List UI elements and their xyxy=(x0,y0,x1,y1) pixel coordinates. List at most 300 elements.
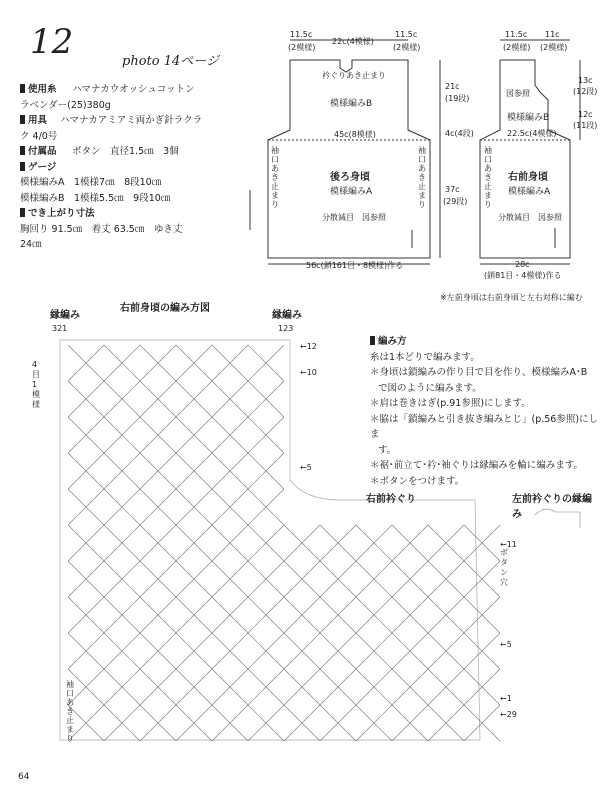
lace-stitch-line xyxy=(482,633,500,651)
lace-stitch-line xyxy=(140,669,158,687)
lace-stitch-line xyxy=(374,633,392,651)
front-h1: 13c xyxy=(578,76,593,85)
lace-stitch-line xyxy=(176,345,194,363)
lace-stitch-line xyxy=(410,615,428,633)
lace-stitch-line xyxy=(356,651,374,669)
lace-stitch-line xyxy=(446,561,464,579)
lace-stitch-line xyxy=(68,561,86,579)
lace-stitch-line xyxy=(446,633,464,651)
repeat-label: 4目1模様 xyxy=(32,360,40,409)
lace-stitch-line xyxy=(266,489,284,507)
lace-stitch-line xyxy=(230,669,248,687)
lace-stitch-line xyxy=(338,633,356,651)
lace-stitch-line xyxy=(446,651,464,669)
lace-stitch-line xyxy=(140,489,158,507)
back-top-left: 11.5c xyxy=(290,30,313,39)
lace-stitch-line xyxy=(194,435,212,453)
lace-stitch-line xyxy=(410,543,428,561)
photo-reference: photo 14ページ xyxy=(122,54,219,69)
back-pattern-a: 模様編みA xyxy=(330,187,373,197)
lace-stitch-line xyxy=(86,669,104,687)
back-h1: 21c xyxy=(445,82,460,91)
back-decrease: 分散減目 図参照 xyxy=(322,213,386,222)
lace-stitch-line xyxy=(284,579,302,597)
lace-stitch-line xyxy=(428,669,446,687)
lace-stitch-line xyxy=(230,633,248,651)
lace-stitch-line xyxy=(212,525,230,543)
lace-stitch-line xyxy=(266,597,284,615)
lace-stitch-line xyxy=(212,417,230,435)
lace-stitch-line xyxy=(212,363,230,381)
lace-stitch-line xyxy=(248,543,266,561)
lace-stitch-line xyxy=(158,651,176,669)
front-top-left-sub: (2模様) xyxy=(503,43,531,52)
pattern-number: 12 xyxy=(30,22,74,62)
lace-stitch-line xyxy=(392,525,410,543)
lace-stitch-line xyxy=(374,579,392,597)
lace-stitch-line xyxy=(86,651,104,669)
lace-stitch-line xyxy=(446,705,464,723)
lace-stitch-line xyxy=(266,399,284,417)
lace-stitch-line xyxy=(266,579,284,597)
lace-stitch-line xyxy=(302,543,320,561)
lace-stitch-line xyxy=(140,561,158,579)
lace-stitch-line xyxy=(140,381,158,399)
lace-stitch-line xyxy=(158,489,176,507)
back-h2: 4c(4段) xyxy=(445,129,474,138)
lace-stitch-line xyxy=(122,345,140,363)
lace-stitch-line xyxy=(122,561,140,579)
lace-stitch-line xyxy=(158,345,176,363)
lace-stitch-line xyxy=(248,615,266,633)
lace-stitch-line xyxy=(140,435,158,453)
lace-stitch-line xyxy=(266,471,284,489)
lace-stitch-line xyxy=(338,615,356,633)
lace-stitch-line xyxy=(68,597,86,615)
lace-stitch-line xyxy=(68,453,86,471)
lace-stitch-line xyxy=(374,597,392,615)
lace-stitch-line xyxy=(248,363,266,381)
lace-stitch-line xyxy=(284,687,302,705)
lace-stitch-line xyxy=(194,597,212,615)
lace-stitch-line xyxy=(212,471,230,489)
lace-stitch-line xyxy=(410,597,428,615)
lace-stitch-line xyxy=(122,651,140,669)
instructions-line: ＊肩は巻きはぎ(p.91参照)にします。 xyxy=(370,398,531,409)
lace-stitch-line xyxy=(194,561,212,579)
lace-stitch-line xyxy=(68,417,86,435)
lace-stitch-line xyxy=(392,579,410,597)
lace-stitch-line xyxy=(230,471,248,489)
lace-stitch-line xyxy=(194,399,212,417)
lace-stitch-line xyxy=(176,453,194,471)
lace-stitch-line xyxy=(194,345,212,363)
lace-stitch-line xyxy=(158,417,176,435)
lace-stitch-line xyxy=(410,561,428,579)
lace-stitch-line xyxy=(230,687,248,705)
lace-stitch-line xyxy=(230,345,248,363)
lace-stitch-line xyxy=(230,615,248,633)
lace-stitch-line xyxy=(302,687,320,705)
lace-stitch-line xyxy=(482,651,500,669)
lace-stitch-line xyxy=(338,597,356,615)
lace-stitch-line xyxy=(68,345,86,363)
lace-stitch-line xyxy=(194,687,212,705)
lace-stitch-line xyxy=(410,687,428,705)
row-5: ←5 xyxy=(300,463,312,472)
back-sleeve-left: 袖口あき止まり xyxy=(271,146,279,209)
lace-stitch-line xyxy=(140,651,158,669)
lace-stitch-line xyxy=(122,669,140,687)
front-pattern-a: 模様編みA xyxy=(508,187,551,197)
lace-stitch-line xyxy=(140,399,158,417)
lace-stitch-line xyxy=(428,579,446,597)
gauge-a: 模様編みA 1模様7㎝ 8段10㎝ xyxy=(20,177,162,188)
lace-stitch-line xyxy=(482,705,500,723)
lace-stitch-line xyxy=(356,543,374,561)
lace-stitch-line xyxy=(248,525,266,543)
lace-stitch-line xyxy=(68,507,86,525)
lace-stitch-line xyxy=(248,489,266,507)
lace-stitch-line xyxy=(194,471,212,489)
back-neck-label: 衿ぐりあき止まり xyxy=(322,71,386,80)
lace-stitch-line xyxy=(104,723,122,741)
lace-stitch-line xyxy=(86,543,104,561)
lace-stitch-line xyxy=(86,615,104,633)
lace-stitch-line xyxy=(230,399,248,417)
back-name: 後ろ身頃 xyxy=(330,172,370,183)
lace-stitch-line xyxy=(266,507,284,525)
lace-stitch-line xyxy=(104,705,122,723)
lace-stitch-line xyxy=(320,687,338,705)
lace-stitch-line xyxy=(230,381,248,399)
lace-stitch-line xyxy=(320,579,338,597)
lace-stitch-line xyxy=(212,723,230,741)
notions-heading: 付属品 xyxy=(20,144,268,160)
lace-stitch-line xyxy=(104,417,122,435)
lace-stitch-line xyxy=(104,633,122,651)
lace-stitch-line xyxy=(482,561,500,579)
lace-stitch-line xyxy=(266,381,284,399)
yarn-line: ハマナカウオッシュコットン xyxy=(72,84,195,95)
edge-label-left: 縁編み xyxy=(50,310,80,321)
lace-stitch-line xyxy=(248,633,266,651)
lace-stitch-line xyxy=(284,723,302,741)
lace-stitch-line xyxy=(158,507,176,525)
lace-stitch-line xyxy=(266,615,284,633)
lace-stitch-line xyxy=(464,543,482,561)
lace-stitch-line xyxy=(374,687,392,705)
lace-stitch-line xyxy=(464,525,482,543)
lace-stitch-line xyxy=(338,525,356,543)
lace-stitch-line xyxy=(194,381,212,399)
lace-stitch-line xyxy=(284,615,302,633)
lace-stitch-line xyxy=(122,525,140,543)
lace-stitch-line xyxy=(338,651,356,669)
lace-stitch-line xyxy=(410,525,428,543)
lace-stitch-line xyxy=(284,669,302,687)
lace-stitch-line xyxy=(230,507,248,525)
size-line: 胸回り 91.5㎝ 着丈 63.5㎝ ゆき丈 xyxy=(20,223,183,235)
lace-stitch-line xyxy=(104,345,122,363)
lace-stitch-line xyxy=(356,687,374,705)
back-h1-sub: (19段) xyxy=(445,94,470,103)
lace-stitch-line xyxy=(230,723,248,741)
lace-stitch-line xyxy=(464,651,482,669)
lace-stitch-line xyxy=(356,723,374,741)
lace-stitch-line xyxy=(86,723,104,741)
lace-stitch-line xyxy=(176,561,194,579)
instructions-heading: 編み方 xyxy=(370,334,600,350)
lace-stitch-line xyxy=(158,453,176,471)
lace-stitch-line xyxy=(356,615,374,633)
lace-stitch-line xyxy=(158,579,176,597)
lace-stitch-line xyxy=(320,651,338,669)
front-h2-sub: (11段) xyxy=(573,121,598,130)
instructions-line: ＊脇は「鎖編みと引き抜き編みとじ」(p.56参照)にしま xyxy=(370,413,599,440)
lace-stitch-line xyxy=(176,507,194,525)
lace-stitch-line xyxy=(320,525,338,543)
front-top-left: 11.5c xyxy=(505,30,528,39)
lace-stitch-line xyxy=(68,489,86,507)
lace-stitch-line xyxy=(320,561,338,579)
lace-stitch-line xyxy=(428,651,446,669)
lace-stitch-line xyxy=(86,399,104,417)
lace-stitch-line xyxy=(482,525,500,543)
lace-stitch-line xyxy=(104,435,122,453)
lace-stitch-line xyxy=(428,597,446,615)
lace-stitch-line xyxy=(248,507,266,525)
lace-stitch-line xyxy=(104,489,122,507)
lace-stitch-line xyxy=(68,615,86,633)
front-ref: 図参照 xyxy=(506,89,530,98)
lace-stitch-line xyxy=(482,597,500,615)
lace-stitch-line xyxy=(446,615,464,633)
lace-stitch-line xyxy=(212,453,230,471)
lace-stitch-line xyxy=(356,525,374,543)
lace-stitch-line xyxy=(176,615,194,633)
front-h2: 12c xyxy=(578,110,593,119)
back-top-right-sub: (2模様) xyxy=(393,43,421,52)
lace-stitch-line xyxy=(140,705,158,723)
lace-stitch-line xyxy=(176,489,194,507)
lace-stitch-line xyxy=(248,453,266,471)
lace-stitch-line xyxy=(464,615,482,633)
lace-stitch-line xyxy=(158,687,176,705)
lace-stitch-line xyxy=(122,471,140,489)
lace-stitch-line xyxy=(428,561,446,579)
lace-stitch-line xyxy=(284,543,302,561)
lace-stitch-line xyxy=(464,669,482,687)
front-top-right: 11c xyxy=(545,30,560,39)
lace-stitch-line xyxy=(284,633,302,651)
lace-stitch-line xyxy=(248,705,266,723)
lace-stitch-line xyxy=(302,669,320,687)
lace-stitch-line xyxy=(140,471,158,489)
lace-stitch-line xyxy=(158,435,176,453)
front-top-right-sub: (2模様) xyxy=(540,43,568,52)
front-width-mid: 22.5c(4模様) xyxy=(507,129,557,138)
lace-stitch-line xyxy=(392,705,410,723)
lace-stitch-line xyxy=(446,669,464,687)
lace-stitch-line xyxy=(320,543,338,561)
lace-stitch-line xyxy=(194,615,212,633)
lace-stitch-line xyxy=(104,453,122,471)
yarn-heading: 使用糸 xyxy=(20,82,268,98)
lace-stitch-line xyxy=(140,633,158,651)
lace-stitch-line xyxy=(194,633,212,651)
lace-stitch-line xyxy=(266,417,284,435)
lace-stitch-line xyxy=(194,543,212,561)
lace-stitch-line xyxy=(356,579,374,597)
lace-stitch-line xyxy=(68,543,86,561)
instructions-line: で図のように編みます。 xyxy=(378,382,482,394)
lace-stitch-line xyxy=(212,489,230,507)
lace-stitch-line xyxy=(320,633,338,651)
front-name: 右前身頃 xyxy=(508,172,548,183)
lace-stitch-line xyxy=(158,597,176,615)
lace-stitch-line xyxy=(266,633,284,651)
lace-stitch-line xyxy=(266,669,284,687)
lace-stitch-line xyxy=(212,345,230,363)
lace-stitch-line xyxy=(482,669,500,687)
lace-stitch-line xyxy=(248,651,266,669)
row-29: ←29 xyxy=(500,710,517,719)
lace-stitch-line xyxy=(356,669,374,687)
lace-stitch-line xyxy=(122,543,140,561)
front-h1-sub: (12段) xyxy=(573,87,598,96)
lace-stitch-line xyxy=(140,615,158,633)
lace-stitch-line xyxy=(410,705,428,723)
lace-stitch-line xyxy=(230,561,248,579)
lace-stitch-line xyxy=(104,381,122,399)
lace-stitch-line xyxy=(374,723,392,741)
lace-stitch-line xyxy=(158,525,176,543)
lace-stitch-line xyxy=(410,723,428,741)
lace-stitch-line xyxy=(338,705,356,723)
lace-stitch-line xyxy=(302,651,320,669)
lace-stitch-line xyxy=(338,579,356,597)
lace-stitch-line xyxy=(230,597,248,615)
front-neck-label: 右前衿ぐり xyxy=(366,494,416,505)
lace-stitch-line xyxy=(374,543,392,561)
lace-stitch-line xyxy=(230,525,248,543)
lace-stitch-line xyxy=(212,399,230,417)
lace-stitch-line xyxy=(230,705,248,723)
lace-stitch-line xyxy=(86,363,104,381)
lace-stitch-line xyxy=(140,417,158,435)
lace-stitch-line xyxy=(104,597,122,615)
lace-stitch-line xyxy=(122,381,140,399)
lace-stitch-line xyxy=(176,723,194,741)
lace-stitch-line xyxy=(392,633,410,651)
lace-stitch-line xyxy=(230,435,248,453)
lace-stitch-line xyxy=(122,489,140,507)
lace-stitch-line xyxy=(176,417,194,435)
lace-stitch-line xyxy=(356,561,374,579)
front-decrease: 分散減目 図参照 xyxy=(498,213,562,222)
lace-stitch-line xyxy=(302,525,320,543)
lace-stitch-line xyxy=(266,345,284,363)
instructions-line: ＊身頃は鎖編みの作り目で目を作り、模様編みA･B xyxy=(370,367,588,378)
back-h3: 37c xyxy=(445,185,460,194)
size-heading: でき上がり寸法 xyxy=(20,206,268,222)
lace-stitch-line xyxy=(140,579,158,597)
instructions-line: 糸は1本どりで編みます。 xyxy=(370,351,480,363)
lace-stitch-line xyxy=(230,363,248,381)
lace-stitch-line xyxy=(320,597,338,615)
lace-stitch-line xyxy=(194,363,212,381)
instructions-line: ＊ボタンをつけます。 xyxy=(370,475,465,487)
lace-stitch-line xyxy=(428,705,446,723)
lace-stitch-line xyxy=(428,687,446,705)
lace-stitch-line xyxy=(122,435,140,453)
lace-stitch-line xyxy=(302,633,320,651)
lace-stitch-line xyxy=(212,507,230,525)
lace-stitch-line xyxy=(122,453,140,471)
lace-stitch-line xyxy=(392,723,410,741)
lace-stitch-line xyxy=(122,687,140,705)
lace-stitch-line xyxy=(86,417,104,435)
lace-stitch-line xyxy=(122,597,140,615)
lace-stitch-line xyxy=(122,507,140,525)
lace-stitch-line xyxy=(194,489,212,507)
lace-stitch-line xyxy=(104,687,122,705)
lace-stitch-line xyxy=(158,561,176,579)
lace-stitch-line xyxy=(68,633,86,651)
lace-stitch-line xyxy=(464,633,482,651)
back-pattern-b: 模様編みB xyxy=(330,99,373,109)
lace-stitch-line xyxy=(86,435,104,453)
lace-stitch-line xyxy=(122,633,140,651)
lace-stitch-line xyxy=(86,561,104,579)
row-5-front: ←5 xyxy=(500,640,512,649)
lace-stitch-line xyxy=(194,723,212,741)
lace-stitch-line xyxy=(68,651,86,669)
lace-stitch-line xyxy=(482,687,500,705)
lace-stitch-line xyxy=(212,543,230,561)
lace-stitch-line xyxy=(86,381,104,399)
lace-stitch-line xyxy=(230,579,248,597)
lace-stitch-line xyxy=(104,561,122,579)
lace-stitch-line xyxy=(176,633,194,651)
lace-stitch-line xyxy=(86,345,104,363)
lace-stitch-line xyxy=(392,543,410,561)
lace-stitch-line xyxy=(122,399,140,417)
front-bottom-sub: (鎖81目・4模様)作る xyxy=(484,271,562,280)
lace-stitch-line xyxy=(230,651,248,669)
lace-stitch-line xyxy=(176,399,194,417)
lace-stitch-line xyxy=(248,687,266,705)
lace-stitch-line xyxy=(176,687,194,705)
lace-stitch-line xyxy=(176,435,194,453)
lace-stitch-line xyxy=(158,363,176,381)
lace-stitch-line xyxy=(68,435,86,453)
lace-stitch-line xyxy=(446,687,464,705)
lace-stitch-line xyxy=(194,525,212,543)
lace-stitch-line xyxy=(374,615,392,633)
lace-stitch-line xyxy=(482,579,500,597)
lace-stitch-line xyxy=(158,381,176,399)
lace-stitch-line xyxy=(482,615,500,633)
lace-stitch-line xyxy=(140,345,158,363)
lace-stitch-line xyxy=(464,723,482,741)
lace-stitch-line xyxy=(140,597,158,615)
lace-stitch-line xyxy=(374,525,392,543)
lace-stitch-line xyxy=(392,615,410,633)
lace-stitch-line xyxy=(104,525,122,543)
lace-stitch-line xyxy=(320,723,338,741)
